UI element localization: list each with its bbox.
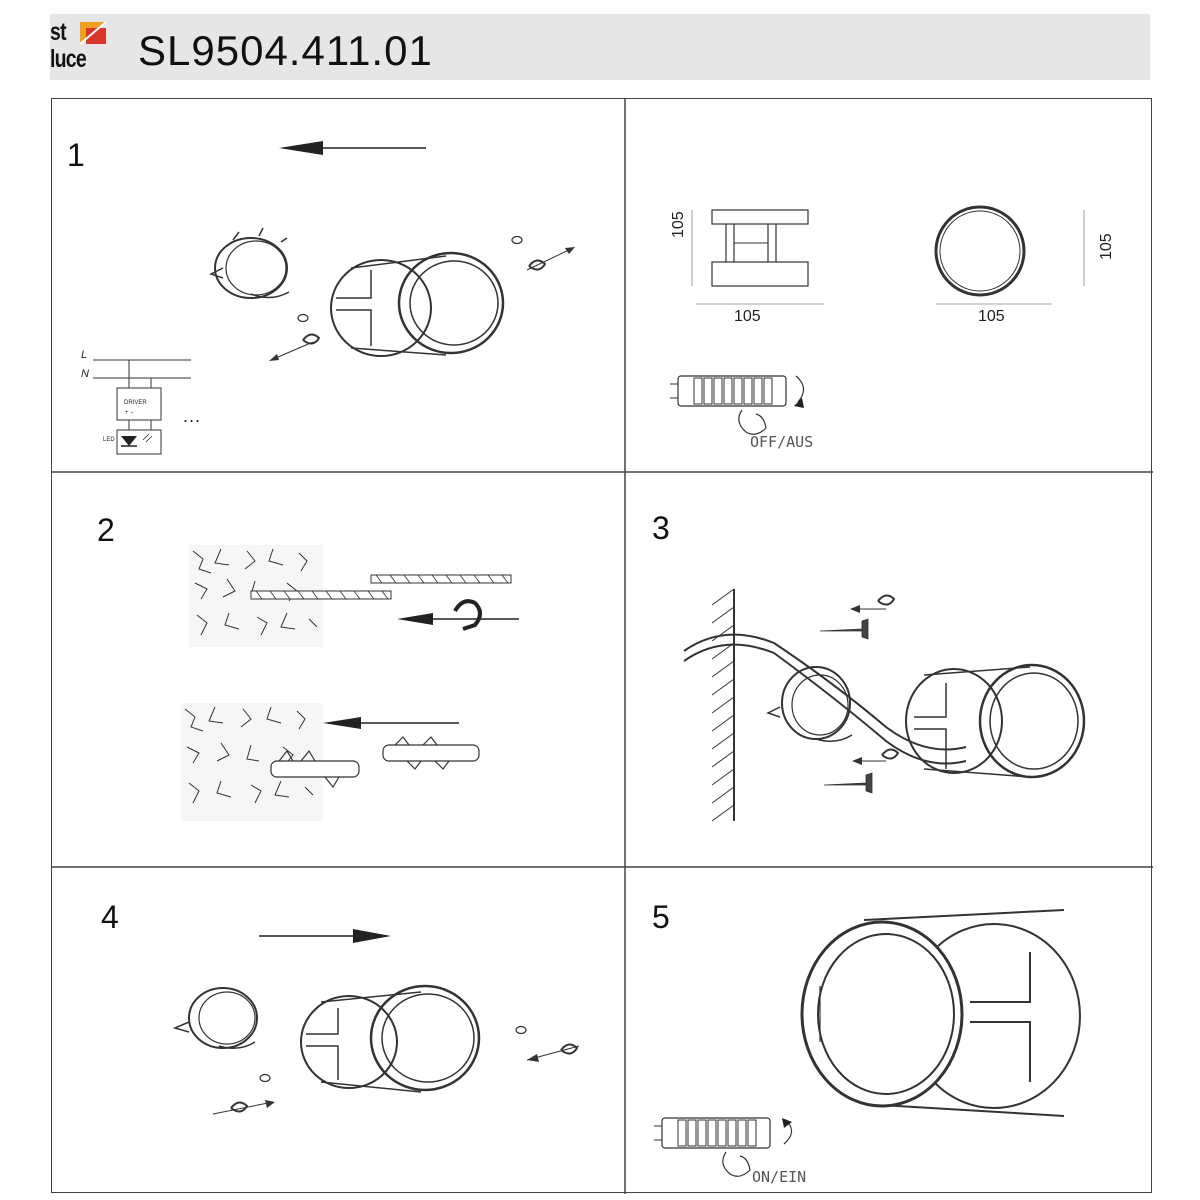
- height-right-label: 105: [1098, 233, 1115, 260]
- wire-n-label: N: [81, 368, 89, 380]
- panel-step-1: [51, 98, 624, 471]
- step-4-illustration: [51, 866, 624, 1193]
- panel-step-3: [624, 471, 1152, 866]
- switch-off-label: OFF/AUS: [750, 433, 814, 451]
- step-5-illustration: [624, 866, 1152, 1193]
- step-number: 5: [652, 899, 670, 935]
- width-right-label: 105: [978, 308, 1005, 325]
- logo-text-bottom: luce: [50, 45, 86, 73]
- logo-text-top: st: [50, 18, 66, 46]
- step-number: 2: [97, 512, 115, 548]
- step-number: 1: [67, 137, 85, 173]
- width-left-label: 105: [734, 308, 761, 325]
- brand-logo: [50, 14, 110, 80]
- panel-step-2: [51, 471, 624, 866]
- step-number: 4: [101, 899, 119, 935]
- logo-mark-icon: [78, 20, 108, 46]
- driver-polarity: + −: [125, 410, 134, 416]
- model-number: SL9504.411.01: [138, 27, 433, 74]
- wire-l-label: L: [81, 349, 88, 361]
- step-number: 3: [652, 510, 670, 546]
- led-label: LED: [103, 437, 115, 443]
- panel-step-5: [624, 866, 1152, 1193]
- panel-dimensions: [624, 98, 1152, 471]
- dimensions-illustration: [624, 98, 1152, 471]
- height-left-label: 105: [670, 211, 687, 238]
- step-2-illustration: [51, 471, 624, 866]
- wiring-continuation: ...: [183, 406, 202, 426]
- step-3-illustration: [624, 471, 1152, 866]
- switch-on-label: ON/EIN: [752, 1168, 807, 1186]
- driver-label: DRIVER: [124, 400, 147, 406]
- panel-step-4: [51, 866, 624, 1193]
- step-1-illustration: [51, 98, 624, 471]
